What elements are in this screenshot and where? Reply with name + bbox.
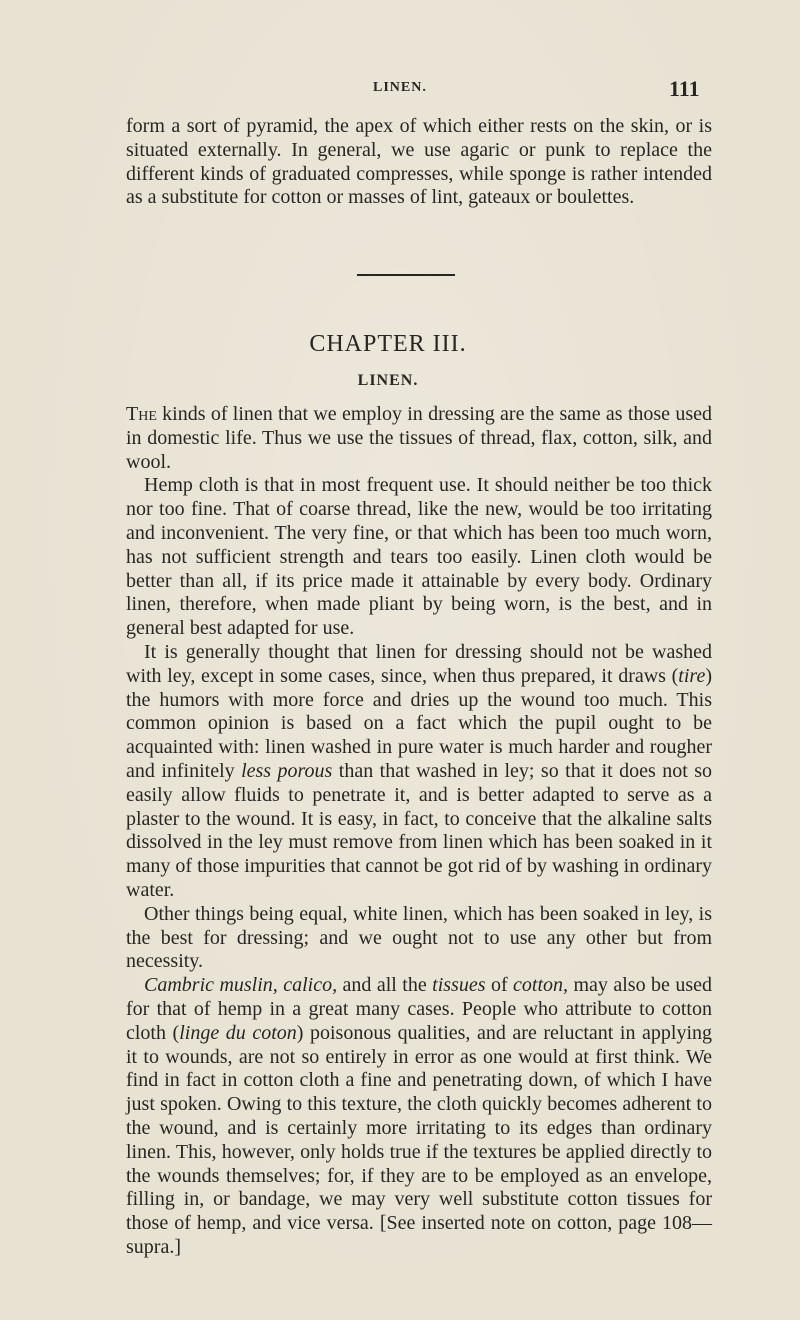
running-title: LINEN. xyxy=(373,80,427,95)
paragraph-5-part-c: ) poisonous qualities, and are reluctant in applying it to wounds, are not so entirely in error as one would at first think. We find in fact in cotton cloth a fine and penetrating down, of which I have just spoken. Owing to this texture, the cloth quickly becomes adherent to the wound, and is certainly more irritating to its edges than ordinary linen. This, however, only holds true if the textures be applied directly to the wounds themselves; for, if they are to be employed as an envelope, filling in, or bandage, we may very well substitute cotton tissues for those of hemp, and vice versa. [See inserted note on cotton, page 108—supra.] xyxy=(126,1021,712,1258)
paragraph-3-part-a: It is generally thought that linen for dressing should not be washed with ley, except in some cases, since, when thus prepared, it draws ( xyxy=(126,640,712,687)
paragraph-1 xyxy=(126,403,712,474)
paragraph-1-text: kinds of linen that we employ in dressing are the same as those used in domestic life. Thus we use the tissues of thread, flax, cotton, silk, and wool. xyxy=(126,403,712,473)
chapter-title: CHAPTER III. xyxy=(309,331,467,357)
chapter-subtitle: LINEN. xyxy=(357,372,419,389)
paragraph-3-part-c: than that washed in ley; so that it does not so easily allow fluids to penetrate it, and is better adapted to serve as a plaster to the wound. It is easy, in fact, to conceive that the alkaline salts dissolved in the ley must remove from linen which has been soaked in it many of those impurities that cannot be got rid of by washing in ordinary water. xyxy=(126,759,712,901)
paragraph-5-italic-cotton: cotton, xyxy=(513,974,569,997)
chapter-body xyxy=(126,403,712,1260)
paragraph-5-of: of xyxy=(485,974,514,997)
paragraph-1-lead: The xyxy=(126,403,157,425)
paragraph-5-part-a: and all the xyxy=(337,974,433,997)
paragraph-5-part-b: may also be used for that of hemp in a great many cases. People who attribute to cotton cloth ( xyxy=(126,974,712,1044)
paragraph-3-italic-tire: tire xyxy=(678,664,706,687)
paragraph-5 xyxy=(126,974,712,1260)
paragraph-5-italic-tissues: tissues xyxy=(432,974,486,997)
paragraph-3-part-b: ) the humors with more force and dries up the wound too much. This common opinion is based on a fact which the pupil ought to be acquainted with: linen washed in pure water is much harder and rougher and infinitely xyxy=(126,664,712,782)
paragraph-3-italic-less-porous: less porous xyxy=(241,759,333,782)
page-header xyxy=(0,78,800,102)
section-divider xyxy=(357,274,455,276)
paragraph-2: Hemp cloth is that in most frequent use. It should neither be too thick nor too fine. That of coarse thread, like the new, would be too irritating and inconvenient. The very fine, or that which has been too much worn, has not sufficient strength and tears too easily. Linen cloth would be better than all, if its price made it attainable by every body. Ordinary linen, therefore, when made pliant by being worn, is the best, and in general best adapted for use. xyxy=(126,474,712,640)
page-number: 111 xyxy=(669,76,700,101)
intro-paragraph: form a sort of pyramid, the apex of which either rests on the skin, or is situated externally. In general, we use agaric or punk to replace the different kinds of graduated compresses, while sponge is rather intended as a substitute for cotton or masses of lint, gateaux or boulettes. xyxy=(126,115,712,209)
paragraph-4: Other things being equal, white linen, which has been soaked in ley, is the best for dressing; and we ought not to use any other but from necessity. xyxy=(126,902,712,973)
paragraph-5-italic-linge: linge du coton xyxy=(179,1021,297,1044)
paragraph-3 xyxy=(126,641,712,903)
intro-text xyxy=(126,115,712,210)
paragraph-5-italic-cambric: Cambric muslin, calico, xyxy=(144,974,338,997)
